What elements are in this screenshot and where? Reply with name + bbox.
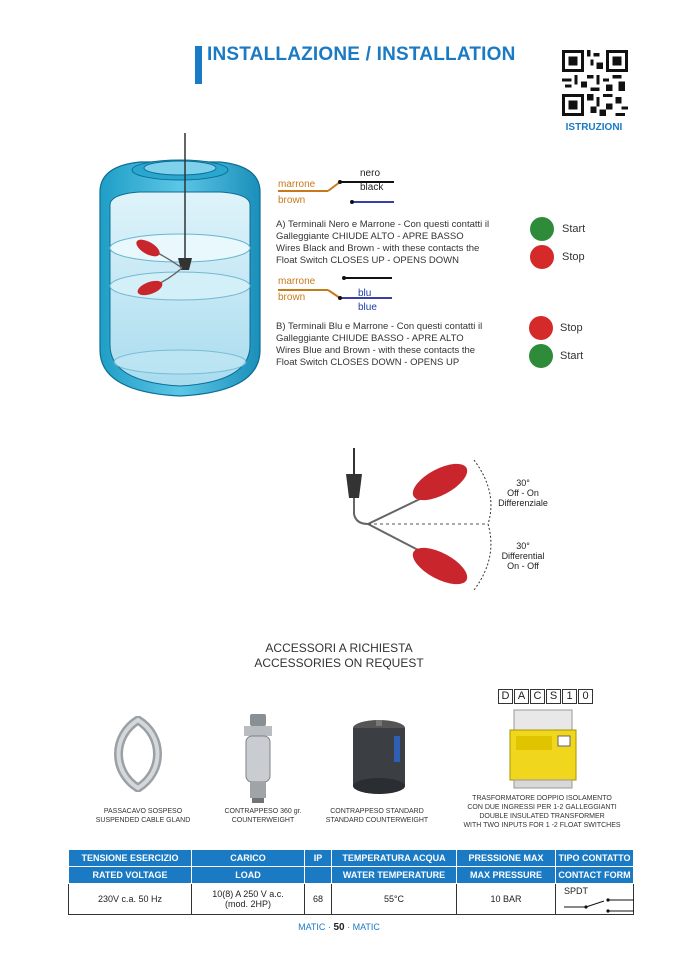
accessory-caption-transformer: [452, 794, 632, 830]
dacs-letter: D: [498, 689, 513, 704]
cable-gland-image: [108, 716, 168, 792]
spec-header: TENSIONE ESERCIZIO: [69, 850, 192, 867]
caption-line: PASSACAVO SOSPESO: [103, 808, 183, 815]
spec-header: PRESSIONE MAX: [457, 850, 556, 867]
spec-header: RATED VOLTAGE: [69, 867, 192, 884]
wiring-b-line: Float Switch CLOSES DOWN - OPENS UP: [276, 357, 460, 368]
angle-lower-line: On - Off: [507, 561, 539, 571]
transformer-image: [508, 706, 578, 790]
spec-header: [305, 867, 332, 884]
caption-line: CONTRAPPESO 360 gr.: [224, 808, 302, 815]
stop-indicator-b: [529, 316, 553, 340]
counterweight-360-image: [238, 712, 278, 804]
spec-table: [68, 849, 634, 915]
page-footer: MATIC · 50 · MATIC: [298, 922, 380, 933]
spec-ip: 68: [305, 884, 332, 915]
wire-brown-label-b: brown: [278, 292, 306, 303]
caption-line: STANDARD COUNTERWEIGHT: [325, 817, 429, 824]
start-label-b: Start: [560, 350, 584, 362]
wiring-a-line: A) Terminali Nero e Marrone - Con questi contatti il: [276, 219, 490, 230]
caption-line: CON DUE INGRESSI PER 1-2 GALLEGGIANTI: [467, 804, 617, 811]
wire-marrone-label-b: marrone: [278, 276, 316, 287]
wire-brown-label: brown: [278, 195, 306, 206]
dacs-letter: 0: [578, 689, 593, 704]
spdt-label: SPDT: [564, 886, 589, 896]
accessories-title-en: ACCESSORIES ON REQUEST: [254, 656, 424, 670]
accessories-title-it: ACCESSORI A RICHIESTA: [265, 641, 413, 655]
footer-brand-right: MATIC: [352, 922, 380, 932]
start-label-a: Start: [562, 223, 586, 235]
spec-header: CARICO: [192, 850, 305, 867]
wire-nero-label: nero: [360, 168, 381, 179]
spec-header: TIPO CONTATTO: [556, 850, 634, 867]
dacs-letter: A: [514, 689, 529, 704]
wire-blue-label: blue: [358, 302, 377, 313]
wiring-b-line: B) Terminali Blu e Marrone - Con questi contatti il: [276, 321, 483, 332]
caption-line: TRASFORMATORE DOPPIO ISOLAMENTO: [472, 795, 612, 802]
dacs-letter: S: [546, 689, 561, 704]
accessory-caption-cable-gland: [83, 807, 203, 825]
stop-indicator-a: [530, 245, 554, 269]
tank-illustration: [80, 130, 280, 408]
angle-upper-line: 30°: [516, 478, 530, 488]
angle-lower-label: [488, 541, 558, 571]
accessory-caption-counterweight-360: [208, 807, 318, 825]
caption-line: DOUBLE INSULATED TRANSFORMER: [479, 813, 605, 820]
accessory-caption-counterweight-standard: [318, 807, 436, 825]
spec-value-row: [69, 884, 634, 915]
counterweight-standard-image: [350, 718, 408, 798]
angle-upper-line: Off - On: [507, 488, 539, 498]
spec-load-line: (mod. 2HP): [224, 899, 271, 909]
spec-header-row-en: [69, 867, 634, 884]
stop-label-b: Stop: [560, 322, 583, 334]
angle-upper-line: Differenziale: [498, 498, 548, 508]
qr-code[interactable]: [562, 50, 628, 116]
footer-brand-left: MATIC: [298, 922, 326, 932]
float-angle-diagram: [338, 448, 498, 608]
page-title: INSTALLAZIONE / INSTALLATION: [207, 44, 516, 65]
caption-line: SUSPENDED CABLE GLAND: [95, 817, 191, 824]
spec-temperature: 55°C: [332, 884, 457, 915]
page-number: 50: [333, 922, 345, 933]
start-indicator-a: [530, 217, 554, 241]
spec-header: MAX PRESSURE: [457, 867, 556, 884]
caption-line: CONTRAPPESO STANDARD: [330, 808, 424, 815]
wiring-a-line: Galleggiante CHIUDE ALTO - APRE BASSO: [276, 231, 464, 242]
wiring-b-line: Galleggiante CHIUDE BASSO - APRE ALTO: [276, 333, 464, 344]
angle-lower-line: 30°: [516, 541, 530, 551]
wiring-b-line: Wires Blue and Brown - with these contacts the: [276, 345, 476, 356]
caption-line: WITH TWO INPUTS FOR 1 -2 FLOAT SWITCHES: [463, 822, 621, 829]
spec-load: [192, 884, 305, 915]
wiring-a-line: Wires Black and Brown - with these contacts the: [276, 243, 480, 254]
angle-upper-label: [488, 478, 558, 508]
caption-line: COUNTERWEIGHT: [231, 817, 295, 824]
spec-pressure: 10 BAR: [457, 884, 556, 915]
spec-header: WATER TEMPERATURE: [332, 867, 457, 884]
spec-load-line: 10(8) A 250 V a.c.: [212, 889, 284, 899]
dacs10-label: [498, 689, 593, 704]
spdt-symbol-icon: [562, 896, 638, 914]
dacs-letter: 1: [562, 689, 577, 704]
spec-header: TEMPERATURA ACQUA: [332, 850, 457, 867]
wiring-a-line: Float Switch CLOSES UP - OPENS DOWN: [276, 255, 460, 266]
spec-contact: [556, 884, 634, 915]
spec-header: IP: [305, 850, 332, 867]
wire-blu-label: blu: [358, 288, 372, 299]
stop-label-a: Stop: [562, 251, 585, 263]
spec-header: LOAD: [192, 867, 305, 884]
spec-header-row-it: [69, 850, 634, 867]
wiring-b-text: [276, 321, 526, 369]
spec-header: CONTACT FORM: [556, 867, 634, 884]
angle-lower-line: Differential: [501, 551, 545, 561]
start-indicator-b: [529, 344, 553, 368]
wire-black-label: black: [360, 182, 384, 193]
qr-label: ISTRUZIONI: [565, 122, 623, 133]
dacs-letter: C: [530, 689, 545, 704]
spec-voltage: 230V c.a. 50 Hz: [69, 884, 192, 915]
wire-marrone-label: marrone: [278, 179, 316, 190]
wiring-a-text: [276, 219, 526, 267]
title-accent-bar: [195, 46, 202, 84]
